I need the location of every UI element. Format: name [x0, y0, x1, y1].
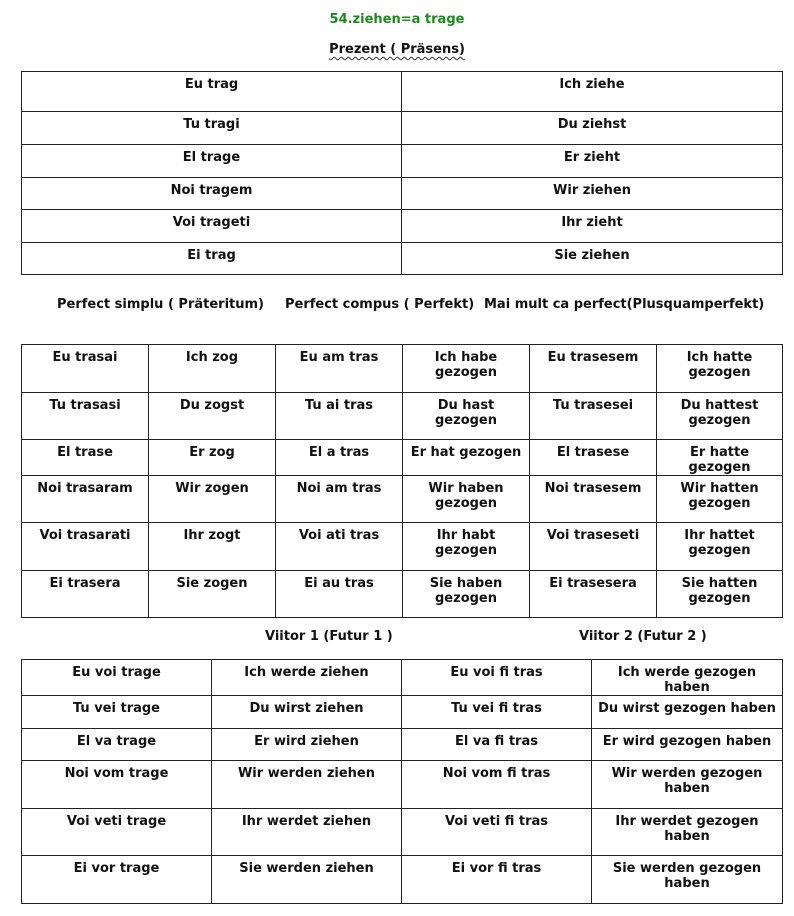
past-cell: Eu trasesem — [530, 345, 657, 393]
future-cell: Noi vom trage — [22, 761, 212, 809]
present-cell-ro: Tu tragi — [22, 112, 402, 145]
table-row — [22, 178, 783, 210]
past-cell: Ei trasesera — [530, 571, 657, 618]
table-row — [22, 440, 783, 476]
future-cell: Er wird ziehen — [212, 729, 402, 761]
past-cell: Sie hatten gezogen — [657, 571, 783, 618]
table-row — [22, 145, 783, 178]
future2-heading: Viitor 2 (Futur 2 ) — [579, 629, 707, 644]
past-cell: Eu trasai — [22, 345, 149, 393]
past-cell: Er hatte gezogen — [657, 440, 783, 476]
past-heading-perfect: Perfect compus ( Perfekt) — [285, 297, 475, 312]
present-cell-ro: El trage — [22, 145, 402, 178]
present-cell-de: Ihr zieht — [402, 210, 783, 243]
present-cell-ro: Ei trag — [22, 243, 402, 275]
past-cell: Tu trasesei — [530, 393, 657, 440]
table-row — [22, 856, 783, 904]
past-cell: Ei trasera — [22, 571, 149, 618]
future-cell: Eu voi trage — [22, 660, 212, 696]
past-cell: Voi trasarati — [22, 523, 149, 571]
past-cell: Noi trasaram — [22, 476, 149, 523]
future-cell: Du wirst gezogen haben — [592, 696, 783, 729]
table-row — [22, 476, 783, 523]
future-cell: Er wird gezogen haben — [592, 729, 783, 761]
future-cell: Voi veti fi tras — [402, 809, 592, 856]
present-cell-de: Ich ziehe — [402, 72, 783, 112]
past-cell: Wir haben gezogen — [403, 476, 530, 523]
table-row — [22, 72, 783, 112]
past-heading-preterit: Perfect simplu ( Präteritum) — [57, 297, 264, 312]
past-cell: Voi ati tras — [276, 523, 403, 571]
future-cell: Sie werden ziehen — [212, 856, 402, 904]
present-cell-de: Er zieht — [402, 145, 783, 178]
present-cell-de: Sie ziehen — [402, 243, 783, 275]
future-cell: Tu vei fi tras — [402, 696, 592, 729]
present-heading-text: Prezent ( Präsens) — [329, 42, 465, 57]
future-cell: Wir werden ziehen — [212, 761, 402, 809]
future-cell: Ich werde gezogen haben — [592, 660, 783, 696]
table-row — [22, 523, 783, 571]
past-cell: Du hattest gezogen — [657, 393, 783, 440]
past-cell: Voi traseseti — [530, 523, 657, 571]
past-cell: Ei au tras — [276, 571, 403, 618]
past-cell: Ihr hattet gezogen — [657, 523, 783, 571]
present-cell-ro: Noi tragem — [22, 178, 402, 210]
future-cell: El va trage — [22, 729, 212, 761]
past-cell: Noi am tras — [276, 476, 403, 523]
past-cell: Ich hatte gezogen — [657, 345, 783, 393]
table-row — [22, 660, 783, 696]
past-cell: Er zog — [149, 440, 276, 476]
past-cell: Ihr habt gezogen — [403, 523, 530, 571]
future-cell: Sie werden gezogen haben — [592, 856, 783, 904]
present-cell-de: Du ziehst — [402, 112, 783, 145]
present-heading — [0, 42, 794, 57]
past-cell: Tu ai tras — [276, 393, 403, 440]
table-row — [22, 696, 783, 729]
table-row — [22, 729, 783, 761]
future-cell: Ihr werdet gezogen haben — [592, 809, 783, 856]
table-row — [22, 345, 783, 393]
past-table — [21, 344, 783, 618]
past-heading-plusquamperfect: Mai mult ca perfect(Plusquamperfekt) — [484, 297, 765, 312]
table-row — [22, 112, 783, 145]
table-row — [22, 243, 783, 275]
future-cell: Ei vor fi tras — [402, 856, 592, 904]
future-cell: Noi vom fi tras — [402, 761, 592, 809]
past-cell: Du hast gezogen — [403, 393, 530, 440]
future-cell: Voi veti trage — [22, 809, 212, 856]
past-cell: Eu am tras — [276, 345, 403, 393]
past-cell: El trasese — [530, 440, 657, 476]
future-cell: Ei vor trage — [22, 856, 212, 904]
past-cell: Tu trasasi — [22, 393, 149, 440]
present-cell-ro: Voi trageti — [22, 210, 402, 243]
past-cell: Wir hatten gezogen — [657, 476, 783, 523]
page-title: 54.ziehen=a trage — [329, 12, 465, 27]
future-cell: Ich werde ziehen — [212, 660, 402, 696]
future-cell: Tu vei trage — [22, 696, 212, 729]
table-row — [22, 809, 783, 856]
table-row — [22, 571, 783, 618]
present-table — [21, 71, 783, 275]
future-table — [21, 659, 783, 904]
future-cell: Ihr werdet ziehen — [212, 809, 402, 856]
past-cell: Sie haben gezogen — [403, 571, 530, 618]
future-cell: Du wirst ziehen — [212, 696, 402, 729]
past-cell: Sie zogen — [149, 571, 276, 618]
future-cell: Wir werden gezogen haben — [592, 761, 783, 809]
past-cell: Noi trasesem — [530, 476, 657, 523]
table-row — [22, 761, 783, 809]
past-cell: Wir zogen — [149, 476, 276, 523]
past-cell: Er hat gezogen — [403, 440, 530, 476]
past-cell: Ihr zogt — [149, 523, 276, 571]
past-cell: El trase — [22, 440, 149, 476]
table-row — [22, 210, 783, 243]
past-cell: Du zogst — [149, 393, 276, 440]
future-cell: El va fi tras — [402, 729, 592, 761]
present-cell-de: Wir ziehen — [402, 178, 783, 210]
future-cell: Eu voi fi tras — [402, 660, 592, 696]
past-cell: Ich zog — [149, 345, 276, 393]
future1-heading: Viitor 1 (Futur 1 ) — [265, 629, 393, 644]
past-cell: Ich habe gezogen — [403, 345, 530, 393]
table-row — [22, 393, 783, 440]
past-cell: El a tras — [276, 440, 403, 476]
present-cell-ro: Eu trag — [22, 72, 402, 112]
